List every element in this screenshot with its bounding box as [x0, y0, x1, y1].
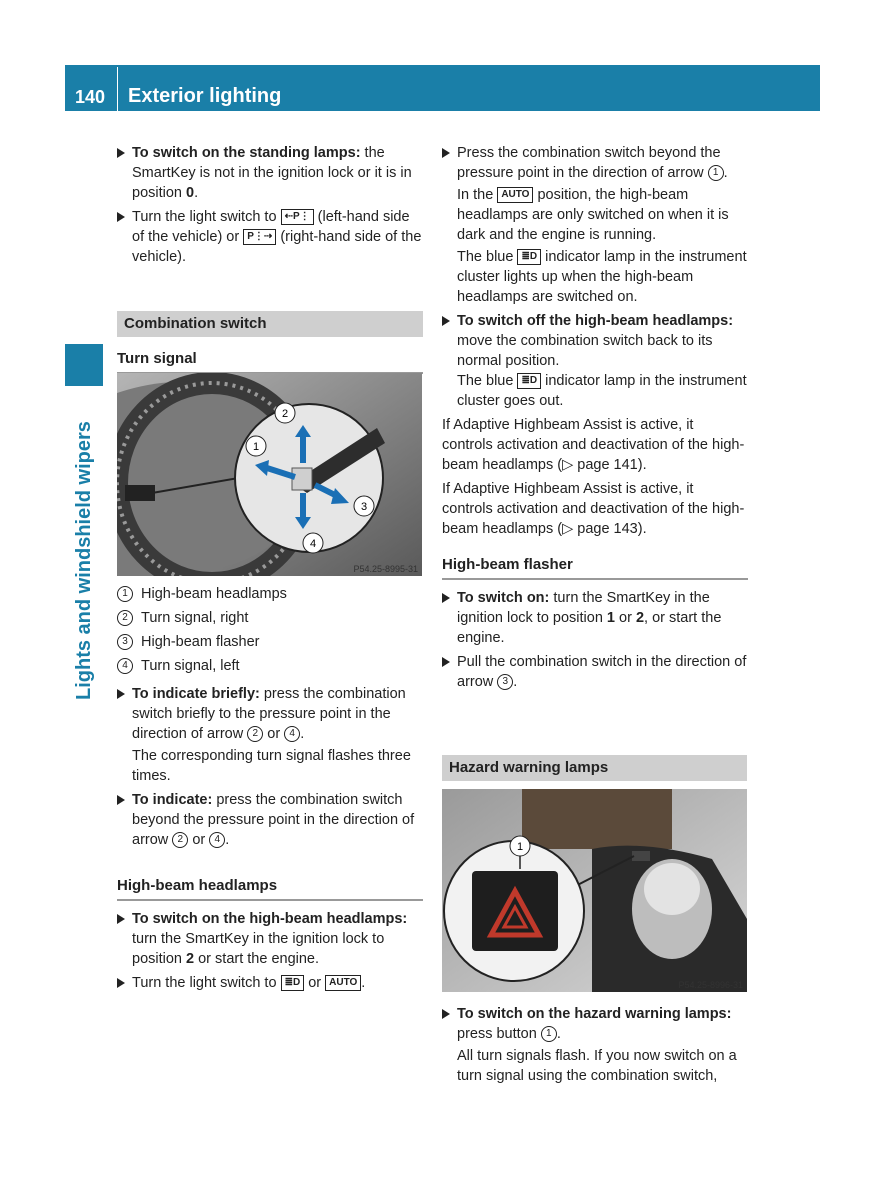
- figure-code: P54.25-8995-31: [353, 564, 418, 574]
- list-item: To indicate briefly: press the combination switch briefly to the pressure point in the direction of arrow 2 or 4 . The corresponding turn signal flashes three times.: [117, 684, 423, 786]
- section-heading-box: Hazard warning lamps: [442, 755, 747, 781]
- svg-text:1: 1: [516, 841, 524, 853]
- auto-lamp-icon: AUTO: [497, 187, 533, 203]
- list-item: To indicate: press the combination switch beyond the pressure point in the direction of arrow 2 or 4 .: [117, 790, 423, 850]
- page-title: Exterior lighting: [128, 85, 282, 107]
- combination-switch-figure: [117, 373, 422, 576]
- list-item: To switch on the standing lamps: the SmartKey is not in the ignition lock or it is in position 0.: [117, 143, 423, 203]
- bullet-arrow-icon: [117, 914, 125, 924]
- page-number: 140: [75, 87, 106, 107]
- hazard-instructions: [442, 1004, 748, 1090]
- paragraph: If Adaptive Highbeam Assist is active, it controls activation and deactivation of the high-beam headlamps (▷ page 143).: [442, 481, 745, 537]
- bullet-arrow-icon: [117, 978, 125, 988]
- bullet-arrow-icon: [442, 593, 450, 603]
- bullet-arrow-icon: [117, 212, 125, 222]
- svg-text:2: 2: [281, 408, 289, 420]
- section-heading-box: Combination switch: [117, 311, 423, 337]
- hazard-section: [442, 755, 747, 781]
- subsection-heading: Turn signal: [117, 349, 423, 374]
- header-divider: [117, 67, 118, 111]
- high-beam-icon: ≣D: [281, 975, 305, 991]
- side-tab-label: Lights and windshield wipers: [73, 421, 95, 700]
- bullet-arrow-icon: [117, 148, 125, 158]
- steering-wheel-illustration: [117, 373, 422, 576]
- left-column: [117, 143, 423, 382]
- bullet-arrow-icon: [442, 148, 450, 158]
- legend-item: 4 Turn signal, left: [117, 656, 423, 676]
- svg-text:1: 1: [252, 441, 260, 453]
- high-beam-icon: ≣D: [517, 249, 541, 265]
- list-item: Press the combination switch beyond the pressure point in the direction of arrow 1 . In the AUTO position, the high-beam headlamps are only switched on when it is dark and the engine is running. The blue ≣D indicator lamp in the instrument cluster lights up when the high-beam headlamps are switched on.: [442, 143, 748, 307]
- legend-item: 3 High-beam flasher: [117, 632, 423, 652]
- bullet-arrow-icon: [442, 1009, 450, 1019]
- center-console-illustration: [442, 789, 747, 992]
- figure-code: P54.25-8996-31: [678, 980, 743, 990]
- list-item: To switch on the hazard warning lamps: press button 1 . All turn signals flash. If you now switch on a turn signal using the combination switch,: [442, 1004, 748, 1086]
- auto-lamp-icon: AUTO: [325, 975, 361, 991]
- svg-text:3: 3: [360, 501, 368, 513]
- bullet-arrow-icon: [117, 689, 125, 699]
- subsection-heading: High-beam flasher: [442, 555, 748, 580]
- legend-item: 1 High-beam headlamps: [117, 584, 423, 604]
- svg-text:4: 4: [309, 538, 317, 550]
- list-item: To switch on: turn the SmartKey in the ignition lock to position 1 or 2, or start the engine.: [442, 588, 748, 648]
- hazard-button-figure: [442, 789, 747, 992]
- list-item: To switch off the high-beam headlamps: move the combination switch back to its normal position. The blue ≣D indicator lamp in the instrument cluster goes out.: [442, 311, 748, 411]
- list-item: To switch on the high-beam headlamps: turn the SmartKey in the ignition lock to position 2 or start the engine.: [117, 909, 423, 969]
- parking-lamp-right-icon: P⋮⇢: [243, 229, 276, 245]
- subsection-heading: High-beam headlamps: [117, 876, 423, 901]
- bullet-arrow-icon: [442, 657, 450, 667]
- bullet-arrow-icon: [442, 316, 450, 326]
- right-column: [442, 143, 748, 696]
- legend-item: 2 Turn signal, right: [117, 608, 423, 628]
- list-item: Turn the light switch to ⇠P⋮ (left-hand side of the vehicle) or P⋮⇢ (right-hand side of the vehicle).: [117, 207, 423, 267]
- parking-lamp-left-icon: ⇠P⋮: [281, 209, 314, 225]
- page-header: [65, 65, 820, 111]
- high-beam-icon: ≣D: [517, 373, 541, 389]
- list-item: Turn the light switch to ≣D or AUTO .: [117, 973, 423, 993]
- left-column-lower: [117, 584, 423, 997]
- list-item: Pull the combination switch in the direction of arrow 3 .: [442, 652, 748, 692]
- paragraph: If Adaptive Highbeam Assist is active, it controls activation and deactivation of the high-beam headlamps (▷ page 141).: [442, 417, 745, 473]
- bullet-arrow-icon: [117, 795, 125, 805]
